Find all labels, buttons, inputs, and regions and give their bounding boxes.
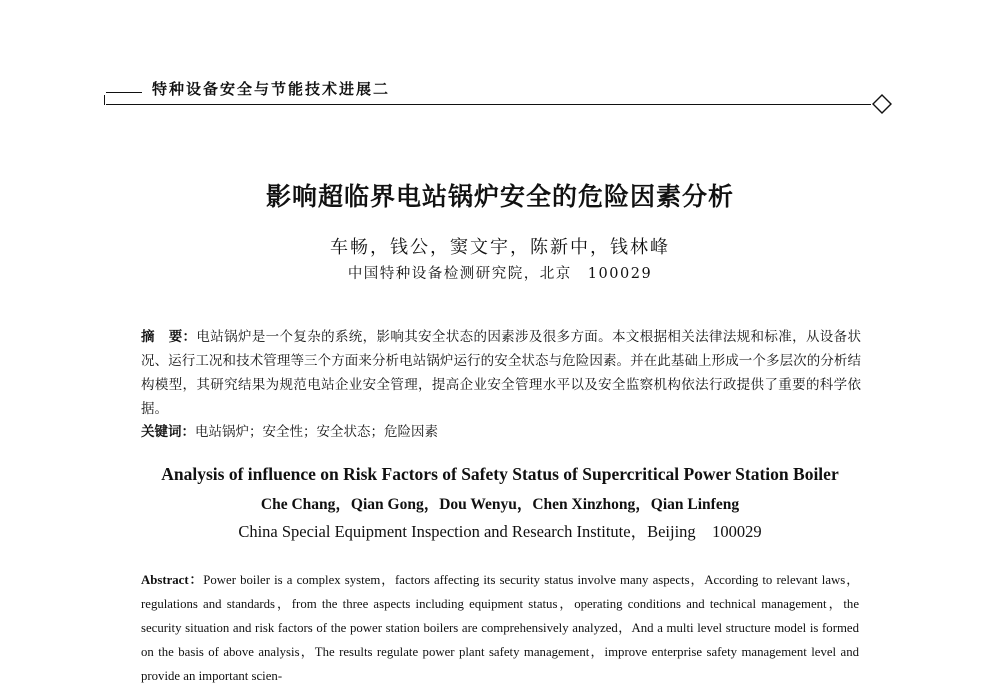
header-rule-end xyxy=(104,95,105,105)
header-rule xyxy=(106,104,871,105)
affiliation-en: China Special Equipment Inspection and Research Institute，Beijing 100029 xyxy=(238,522,762,541)
running-header: 特种设备安全与节能技术进展二 xyxy=(152,80,391,98)
abstract-en xyxy=(141,568,859,688)
authors-cn: 车畅，钱公，窦文宇，陈新中，钱林峰 xyxy=(330,237,670,258)
abstract-cn-label: 摘 要： xyxy=(141,329,197,345)
diamond-icon xyxy=(872,94,892,114)
paper-title-cn: 影响超临界电站锅炉安全的危险因素分析 xyxy=(265,182,734,211)
header-rule-accent xyxy=(106,92,142,93)
abstract-en-label: Abstract： xyxy=(141,573,204,587)
abstract-en-text: Power boiler is a complex system，factors affecting its security status involve many aspects，According to relevant laws，regulations and standards，from the three aspects including equipment status，operating conditions and technical management，the security situation and risk factors of the power station boilers are comprehensively analyzed，And a multi level structure model is formed on the basis of above analysis，The results regulate power plant safety management，improve enterprise safety management level and provide an important scien- xyxy=(141,573,859,683)
paper-title-en: Analysis of influence on Risk Factors of Safety Status of Supercritical Power Station Boiler xyxy=(161,464,839,484)
abstract-cn xyxy=(141,325,861,421)
affiliation-cn: 中国特种设备检测研究院，北京 100029 xyxy=(347,266,653,282)
authors-en: Che Chang，Qian Gong，Dou Wenyu，Chen Xinzhong，Qian Linfeng xyxy=(260,496,740,513)
abstract-cn-text: 电站锅炉是一个复杂的系统，影响其安全状态的因素涉及很多方面。本文根据相关法律法规和标准，从设备状况、运行工况和技术管理等三个方面来分析电站锅炉运行的安全状态与危险因素。并在此基础上形成一个多层次的分析结构模型，其研究结果为规范电站企业安全管理，提高企业安全管理水平以及安全监察机构依法行政提供了重要的科学依据。 xyxy=(141,329,862,417)
keywords-cn xyxy=(141,420,438,440)
keywords-cn-text: 电站锅炉；安全性；安全状态；危险因素 xyxy=(195,424,438,440)
keywords-cn-label: 关键词： xyxy=(141,424,195,440)
